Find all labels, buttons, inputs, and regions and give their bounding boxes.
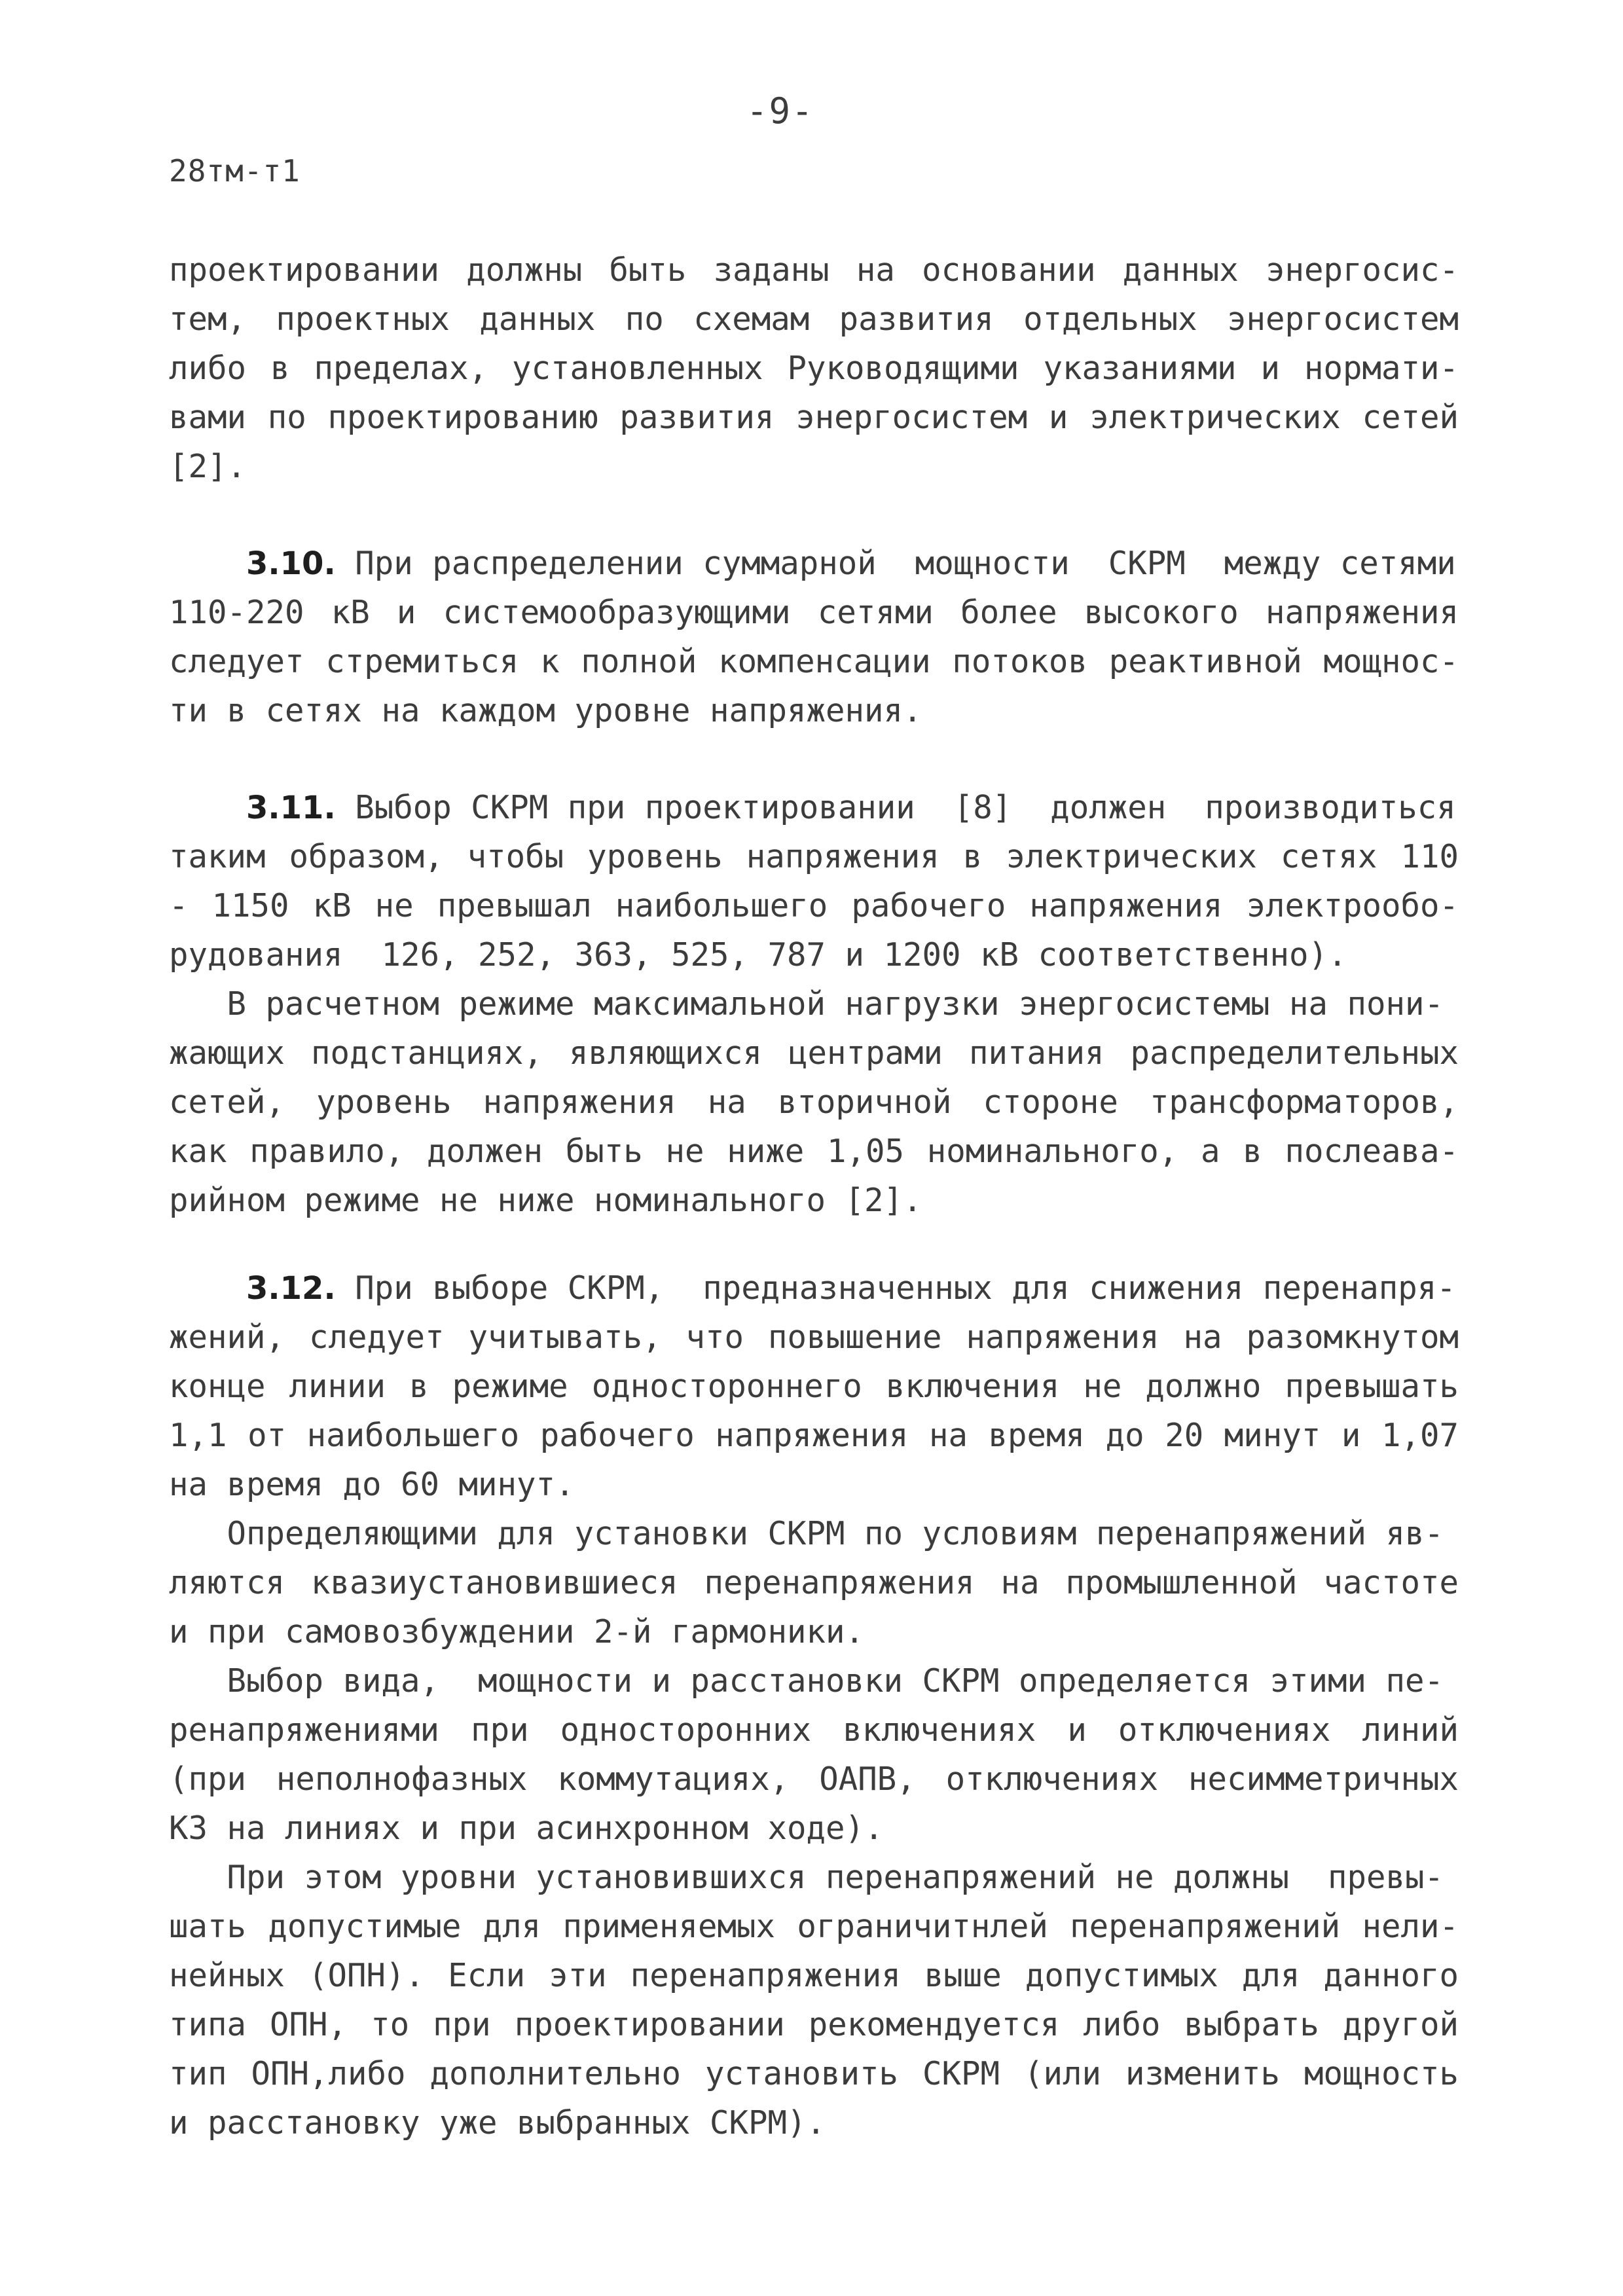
text-line: 110-220 кВ и системообразующими сетями более высокого напряжения — [169, 594, 1459, 631]
text-line: Определяющими для установки СКРМ по условиям перенапряжений яв- — [169, 1515, 1444, 1552]
paragraph-3-10 — [169, 539, 1459, 735]
text-line: 1,1 от наибольшего рабочего напряжения на время до 20 минут и 1,07 — [169, 1417, 1459, 1454]
text-line: тем, проектных данных по схемам развития отдельных энергосистем — [169, 301, 1459, 338]
text-line: ти в сетях на каждом уровне напряжения. — [169, 692, 922, 729]
paragraph-number: 3.11. — [246, 790, 336, 826]
text-line: жений, следует учитывать, что повышение напряжения на разомкнутом — [169, 1319, 1459, 1356]
text-line: таким образом, чтобы уровень напряжения в электрических сетях 110 — [169, 838, 1459, 875]
text-line-content: При выборе СКРМ, предназначенных для снижения перенапря- — [355, 1269, 1456, 1307]
text-line: и расстановку уже выбранных СКРМ). — [169, 2104, 826, 2141]
text-line: (при неполнофазных коммутациях, ОАПВ, отключениях несимметричных — [169, 1760, 1459, 1798]
paragraph-number: 3.12. — [246, 1270, 336, 1307]
text-line: на время до 60 минут. — [169, 1466, 575, 1503]
text-line: либо в пределах, установленных Руководящими указаниями и нормати- — [169, 350, 1459, 387]
text-line: шать допустимые для применяемых ограничитнлей перенапряжений нели- — [169, 1908, 1459, 1945]
text-line: вами по проектированию развития энергосистем и электрических сетей — [169, 399, 1459, 436]
text-line: В расчетном режиме максимальной нагрузки энергосистемы на пони- — [169, 985, 1444, 1023]
text-line: как правило, должен быть не ниже 1,05 номинального, а в послеава- — [169, 1133, 1459, 1170]
text-line: типа ОПН, то при проектировании рекомендуется либо выбрать другой — [169, 2006, 1459, 2043]
text-line: ренапряжениями при односторонних включениях и отключениях линий — [169, 1711, 1459, 1749]
paragraph-continuation — [169, 246, 1459, 491]
text-line-content: Выбор СКРМ при проектировании [8] должен производиться — [355, 789, 1456, 826]
text-line: жающих подстанциях, являющихся центрами питания распределительных — [169, 1034, 1459, 1072]
document-code: 28тм-т1 — [169, 153, 301, 189]
text-line: следует стремиться к полной компенсации потоков реактивной мощнос- — [169, 643, 1459, 680]
paragraph-number: 3.10. — [246, 545, 336, 582]
paragraph-3-12 — [169, 1264, 1459, 2147]
text-line: При этом уровни установившихся перенапряжений не должны превы- — [169, 1859, 1444, 1896]
text-line: Выбор вида, мощности и расстановки СКРМ определяется этими пе- — [169, 1662, 1444, 1700]
text-line: [2]. — [169, 448, 247, 485]
text-line — [169, 783, 1459, 832]
text-line: сетей, уровень напряжения на вторичной стороне трансформаторов, — [169, 1084, 1459, 1121]
text-line: нейных (ОПН). Если эти перенапряжения выше допустимых для данного — [169, 1957, 1459, 1994]
text-line — [169, 539, 1459, 588]
text-line: конце линии в режиме одностороннего включения не должно превышать — [169, 1368, 1459, 1405]
text-line: КЗ на линиях и при асинхронном ходе). — [169, 1810, 884, 1847]
text-line: тип ОПН,либо дополнительно установить СКРМ (или изменить мощность — [169, 2055, 1459, 2092]
text-line-content: При распределении суммарной мощности СКРМ между сетями — [355, 545, 1456, 582]
text-line: - 1150 кВ не превышал наибольшего рабочего напряжения электрообо- — [169, 887, 1459, 924]
text-line: и при самовозбуждении 2-й гармоники. — [169, 1613, 865, 1650]
text-line: рудования 126, 252, 363, 525, 787 и 1200 кВ соответственно). — [169, 936, 1347, 974]
text-line: ляются квазиустановившиеся перенапряжения на промышленной частоте — [169, 1564, 1459, 1601]
text-line: проектировании должны быть заданы на основании данных энергосис- — [169, 251, 1459, 289]
paragraph-3-11 — [169, 783, 1459, 1225]
page-number: -9- — [746, 90, 814, 132]
text-line: рийном режиме не ниже номинального [2]. — [169, 1182, 922, 1219]
text-line — [169, 1264, 1459, 1313]
